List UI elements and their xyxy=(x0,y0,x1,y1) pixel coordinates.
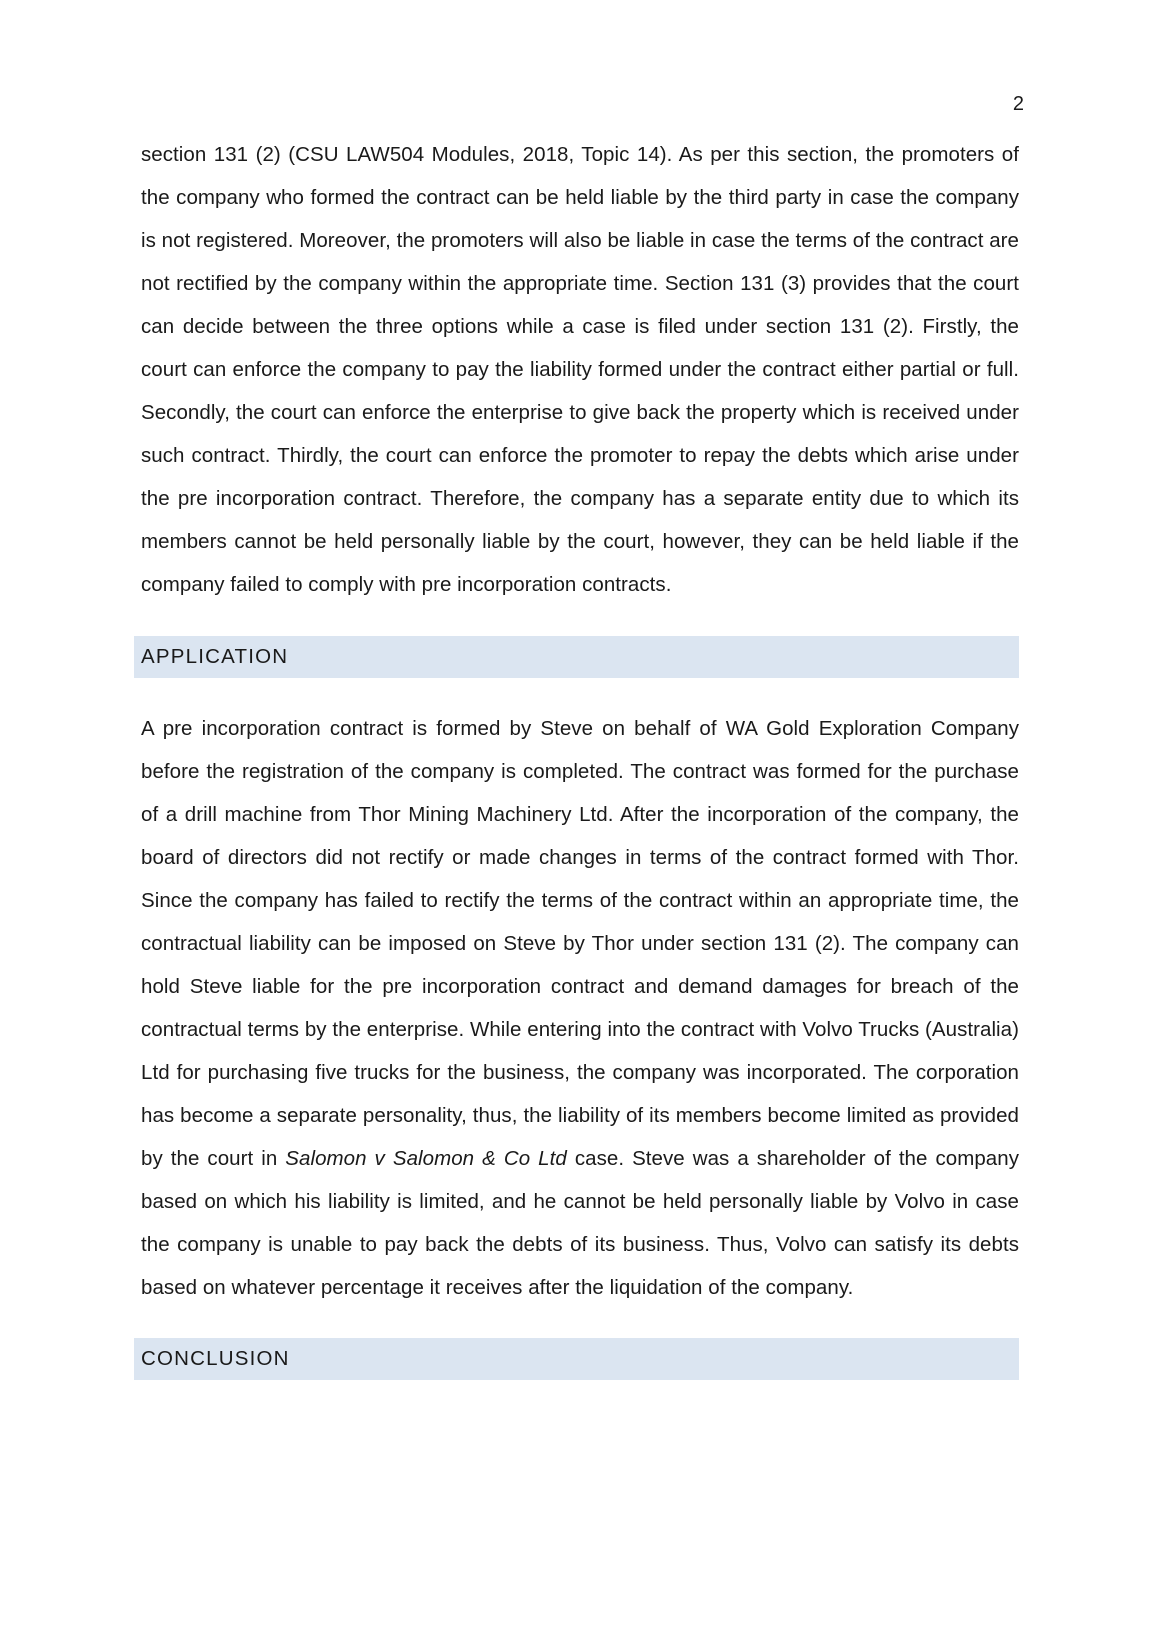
document-body xyxy=(141,133,1019,1380)
application-text-before-case: A pre incorporation contract is formed by Steve on behalf of WA Gold Exploration Company before the registration of the company is completed. The contract was formed for the purchase of a drill machine from Thor Mining Machinery Ltd. After the incorporation of the company, the board of directors did not rectify or made changes in terms of the contract formed with Thor. Since the company has failed to rectify the terms of the contract within an appropriate time, the contractual liability can be imposed on Steve by Thor under section 131 (2). The company can hold Steve liable for the pre incorporation contract and demand damages for breach of the contractual terms by the enterprise. While entering into the contract with Volvo Trucks (Australia) Ltd for purchasing five trucks for the business, the company was incorporated. The corporation has become a separate personality, thus, the liability of its members become limited as provided by the court in xyxy=(141,717,1019,1170)
case-citation: Salomon v Salomon & Co Ltd xyxy=(285,1147,567,1170)
section-heading-application: APPLICATION xyxy=(134,636,1019,678)
section-heading-conclusion: CONCLUSION xyxy=(134,1338,1019,1380)
intro-paragraph: section 131 (2) (CSU LAW504 Modules, 2018, Topic 14). As per this section, the promoters of the company who formed the contract can be held liable by the third party in case the company is not registered. Moreover, the promoters will also be liable in case the terms of the contract are not rectified by the company within the appropriate time. Section 131 (3) provides that the court can decide between the three options while a case is filed under section 131 (2). Firstly, the court can enforce the company to pay the liability formed under the contract either partial or full. Secondly, the court can enforce the enterprise to give back the property which is received under such contract. Thirdly, the court can enforce the promoter to repay the debts which arise under the pre incorporation contract. Therefore, the company has a separate entity due to which its members cannot be held personally liable by the court, however, they can be held liable if the company failed to comply with pre incorporation contracts. xyxy=(141,143,1019,596)
application-paragraph xyxy=(141,707,1019,1309)
application-text-after-case: case. Steve was a shareholder of the company based on which his liability is limited, and he cannot be held personally liable by Volvo in case the company is unable to pay back the debts of its business. Thus, Volvo can satisfy its debts based on whatever percentage it receives after the liquidation of the company. xyxy=(141,1147,1019,1299)
page-number: 2 xyxy=(1012,93,1024,115)
